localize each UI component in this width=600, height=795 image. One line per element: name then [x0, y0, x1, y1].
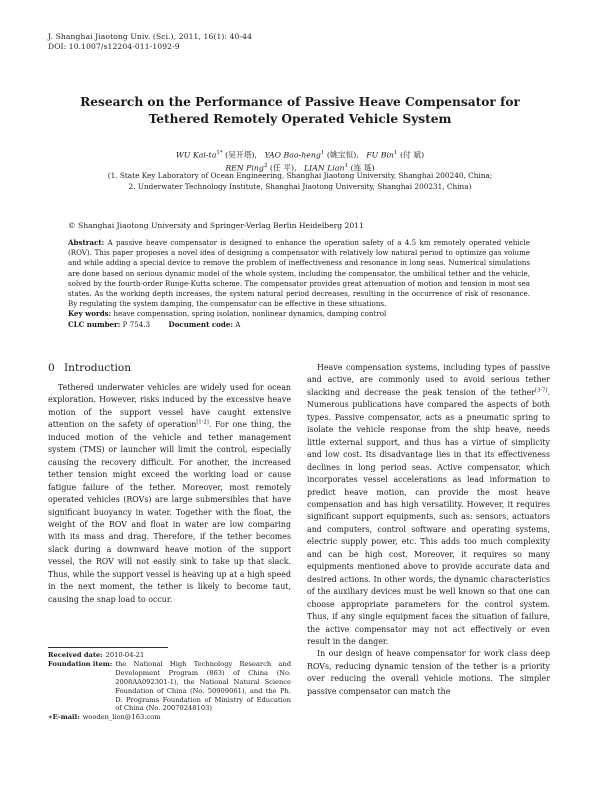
clc-value: P 754.3 — [122, 319, 151, 329]
abstract-block — [68, 238, 530, 330]
author-list — [40, 148, 560, 173]
body-paragraph — [307, 362, 550, 648]
author-name: REN Ping — [225, 163, 264, 173]
abstract-paragraph — [68, 238, 530, 309]
footnote-foundation — [48, 660, 291, 713]
received-label: Received date: — [48, 651, 103, 659]
classification-line — [68, 320, 530, 330]
author-name: LIAN Lian — [304, 163, 345, 173]
footnote-received — [48, 651, 291, 660]
author-cn-name: (连 琏) — [350, 163, 375, 173]
abstract-label: Abstract: — [68, 238, 105, 247]
received-date: 2010-04-21 — [105, 651, 145, 659]
right-column — [307, 362, 550, 698]
keywords-label: Key words: — [68, 309, 112, 319]
doi-line: DOI: 10.1007/s12204-011-1092-9 — [48, 42, 180, 51]
email-address[interactable]: wooden_lion@163.com — [82, 713, 161, 722]
footnotes — [48, 651, 291, 722]
journal-citation: J. Shanghai Jiaotong Univ. (Sci.), 2011, 16(1): 40-44 — [48, 32, 252, 41]
paragraph-text: . For one thing, the induced motion of the vehicle and tether management system (TMS) or launcher will limit the control, especially causing the recovery difficult. For another, the increased tether tension might exceed the working load or cause fatigue failure of the tether. Moreover, most remotely operated vehicles (ROVs) are large submersibles that have significant buoyancy in water. Together with the float, the weight of the ROV and float in water are low comparing with its mass and drag. Therefore, if the tether becomes slack during a downward heave motion of the support vessel, the ROV will not easily sink to take up that slack. Thus, while the support vessel is heaving up at a high speed in the next moment, the tether is likely to become taut, causing the snap load to occur. — [48, 420, 291, 604]
authors-line-1 — [40, 148, 560, 161]
left-column — [48, 382, 291, 606]
copyright-notice: © Shanghai Jiaotong University and Springer-Verlag Berlin Heidelberg 2011 — [68, 221, 364, 230]
footnote-rule — [48, 647, 168, 648]
author-name: WU Kai-ta — [175, 150, 217, 160]
keywords-text: heave compensation, spring isolation, nonlinear dynamics, damping control — [113, 309, 387, 319]
title-line-1: Research on the Performance of Passive Heave Compensator for — [80, 95, 520, 109]
email-label: ∗E-mail: — [48, 713, 80, 722]
foundation-text: the National High Technology Research and Development Program (863) of China (No. 2008AA092301-1), the National Natural Science Foundation of China (No. 50909061), and the Ph. D. Programs Foundation of Ministry of Education of China (No. 20070248103) — [115, 659, 291, 713]
affiliation-1: (1. State Key Laboratory of Ocean Engineering, Shanghai Jiaotong University, Shanghai 200240, China; — [107, 171, 493, 180]
doc-code-value: A — [235, 319, 241, 329]
section-number: 0 — [48, 362, 55, 374]
clc-label: CLC number: — [68, 319, 121, 329]
author-cn-name: (付 斌) — [399, 150, 425, 160]
author-name: YAO Bao-heng — [264, 150, 321, 160]
body-paragraph: In our design of heave compensator for work class deep ROVs, reducing dynamic tension of the tether is a priority over reducing the overall vehicle motions. The simpler passive compensator can match the — [307, 649, 550, 696]
author-cn-name: (吴开塔), — [225, 150, 258, 160]
affiliation-2: 2. Underwater Technology Institute, Shanghai Jiaotong University, Shanghai 200231, China) — [128, 181, 472, 191]
author-affil-mark: 1 — [393, 150, 398, 156]
author-affil-mark: 1 — [344, 162, 349, 169]
foundation-label: Foundation item: — [48, 659, 113, 668]
author-cn-name: (任 平), — [269, 163, 297, 173]
doc-code-label: Document code: — [168, 319, 233, 329]
paragraph-text: Tethered underwater vehicles are widely used for ocean exploration. However, risks induced by the excessive heave motion of the support vessel have caught extensive attention on the safety of operation — [48, 383, 291, 430]
paragraph-text: Heave compensation systems, including types of passive and active, are commonly used to avoid serious tether slacking and decrease the peak tension of the tether — [307, 363, 550, 397]
paper-title — [40, 94, 560, 128]
section-title: Introduction — [64, 362, 132, 374]
paragraph-text: . Numerous publications have compared the aspects of both types. Passive compensator, acts as a pneumatic spring to isolate the vehicle response from the ship heave, needs little external support, and thus has a virtue of simplicity and low cost. Its disadvantage lies in that its effectiveness declines in long period seas. Active compensator, which incorporates vessel accelerations as lead information to predict heave motion, can provide the most heave compensation and has high versatility. However, it requires significant support equipments, such as: sensors, actuators and computers, control software and operating systems, electric supply power, etc. This adds too much complexity and can be high cost. Moreover, it requires so many equipments mentioned above to provide accurate data and desired actions. In other words, the dynamic characteristics of the auxiliary devices must be well known so that one can choose appropriate parameters for the control system. Thus, if any single equipment faces the situation of failure, the active compensator may not act effectively or even result in the danger. — [307, 387, 550, 646]
title-line-2: Tethered Remotely Operated Vehicle System — [148, 112, 452, 126]
footnote-email — [48, 713, 291, 722]
section-heading — [48, 362, 131, 374]
author-affil-mark: 2 — [263, 162, 268, 169]
author-affil-mark: 1 — [320, 150, 325, 156]
author-name: FU Bin — [366, 150, 394, 160]
keywords-line — [68, 309, 530, 319]
abstract-text: A passive heave compensator is designed to enhance the operation safety of a 4.5 km remotely operated vehicle (ROV). This paper proposes a novel idea of designing a compensator with relatively low natural period to optimize gas volume and while adding a special device to remove the problem of ineffectiveness and resonance in long seas. Numerical simulations are done based on serious dynamic model of the whole system, including the compensator, the umbilical tether and the vehicle, solved by the fourth-order Runge-Kutta scheme. The compensator provides great attenuation of motion and tension in most sea states. As the working depth increases, the system natural period decreases, resulting in the occurrence of risk of resonance. By regulating the system damping, the compensator can be effective in these situations. — [68, 238, 530, 309]
citation-ref: [1-2] — [196, 419, 209, 426]
author-cn-name: (姚宝恒), — [326, 150, 359, 160]
body-paragraph — [48, 382, 291, 606]
affiliations — [40, 171, 560, 192]
author-affil-mark: 1* — [216, 150, 223, 156]
citation-ref: [3-7] — [535, 387, 548, 394]
